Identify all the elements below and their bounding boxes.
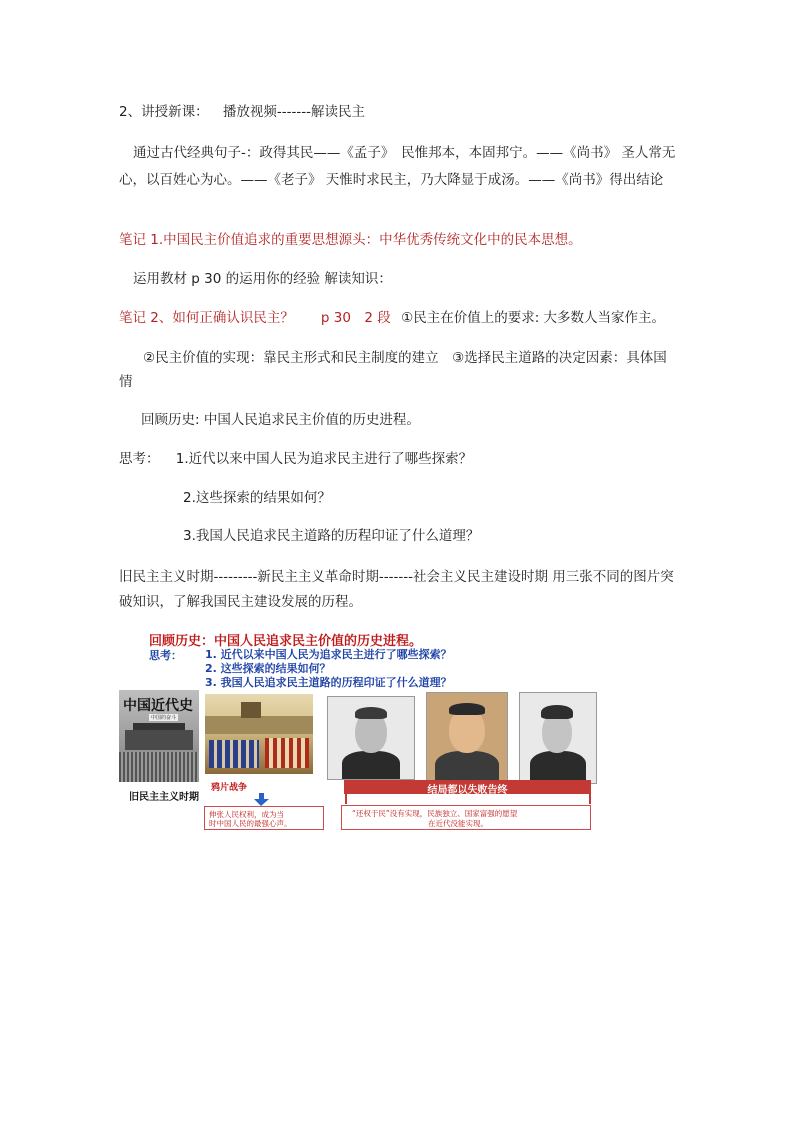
people-rights-box [204, 806, 324, 830]
failure-explanation-box [341, 805, 591, 830]
note-1 [119, 229, 679, 251]
heading-text: 播放视频-------解读民主 [222, 104, 365, 120]
portrait-1-image [327, 696, 415, 780]
portrait-3-image [519, 692, 597, 784]
note-2 [119, 307, 679, 329]
think-label: 思考： [119, 451, 160, 467]
book-subtitle: 中国的奋斗 [151, 715, 177, 721]
book-title: 中国近代史 [123, 698, 193, 714]
down-arrow-head-icon [254, 799, 269, 806]
note-1-prefix: 笔记 1. [119, 232, 164, 248]
portrait-1-hair [355, 707, 387, 719]
failure-line-2: 在近代没能实现。 [428, 819, 488, 828]
opium-war-label: 鸦片战争 [211, 783, 248, 793]
democracy-realization-paragraph: ②民主价值的实现：靠民主形式和民主制度的建立 ③选择民主道路的决定因素：具体国情 [119, 350, 667, 390]
heading-prefix: 2、讲授新课： [119, 104, 209, 120]
crowd-shape [119, 752, 199, 782]
people-rights-line-2: 时中国人民的最强心声。 [209, 819, 292, 828]
history-book-cover-image [119, 690, 199, 782]
city-wall-shape [205, 716, 313, 734]
slide-question-1: 1. 近代以来中国人民为追求民主进行了哪些探索？ [205, 648, 452, 661]
soldiers-blue-shape [209, 740, 259, 768]
slide-think-label: 思考： [149, 649, 182, 662]
think-question-1 [119, 448, 679, 470]
question-3: 3.我国人民追求民主道路的历程印证了什么道理？ [183, 528, 480, 544]
opium-war-painting-image [205, 694, 313, 774]
slide-image [119, 628, 593, 830]
textbook-instruction: 运用教材 p 30 的运用你的经验 解读知识： [133, 271, 392, 287]
note-2-prefix: 笔记 2、如何正确认识民主？ p 30 2 段 [119, 310, 391, 326]
review-history-line: 回顾历史: 中国人民追求民主价值的历史进程。 [141, 412, 420, 428]
old-democracy-period-label: 旧民主主义时期 [129, 792, 199, 803]
portrait-1-coat [342, 751, 400, 780]
result-bracket-left [345, 794, 347, 804]
gate-tower-shape [241, 702, 261, 718]
note-1-text: 中国民主价值追求的重要思想源头：中华优秀传统文化中的民本思想。 [163, 232, 582, 248]
section-heading [119, 101, 679, 123]
palace-building-shape [125, 730, 193, 750]
question-1: 1.近代以来中国人民为追求民主进行了哪些探索？ [175, 451, 473, 467]
result-bracket-right [589, 794, 591, 804]
portrait-2-image [426, 692, 508, 785]
result-banner [344, 780, 591, 794]
portrait-3-hair [541, 705, 573, 719]
failure-line-1: “还权于民”没有实现，民族独立、国家富强的愿望 [352, 809, 518, 818]
soldiers-red-shape [265, 738, 309, 768]
portrait-2-hair [449, 703, 485, 715]
slide-question-3: 3. 我国人民追求民主道路的历程印证了什么道理？ [205, 676, 452, 689]
portrait-3-coat [530, 751, 586, 783]
classic-quotes-paragraph: 通过古代经典句子-：政得其民——《孟子》 民惟邦本，本固邦宁。——《尚书》 圣人常无心，以百姓心为心。——《老子》 天惟时求民主，乃大降显于成汤。——《尚书》得出结论 [119, 145, 676, 188]
question-2: 2.这些探索的结果如何？ [183, 490, 331, 506]
slide-title: 回顾历史：中国人民追求民主价值的历史进程。 [149, 634, 423, 649]
note-2-text: ①民主在价值上的要求: 大多数人当家作主。 [401, 310, 666, 326]
result-text: 结局都以失败告终 [427, 785, 508, 796]
slide-question-2: 2. 这些探索的结果如何？ [205, 662, 331, 675]
people-rights-line-1: 伸张人民权利，成为当 [209, 810, 284, 819]
periods-paragraph: 旧民主主义时期---------新民主主义革命时期-------社会主义民主建设时期 用三张不同的图片突破知识，了解我国民主建设发展的历程。 [119, 569, 674, 610]
